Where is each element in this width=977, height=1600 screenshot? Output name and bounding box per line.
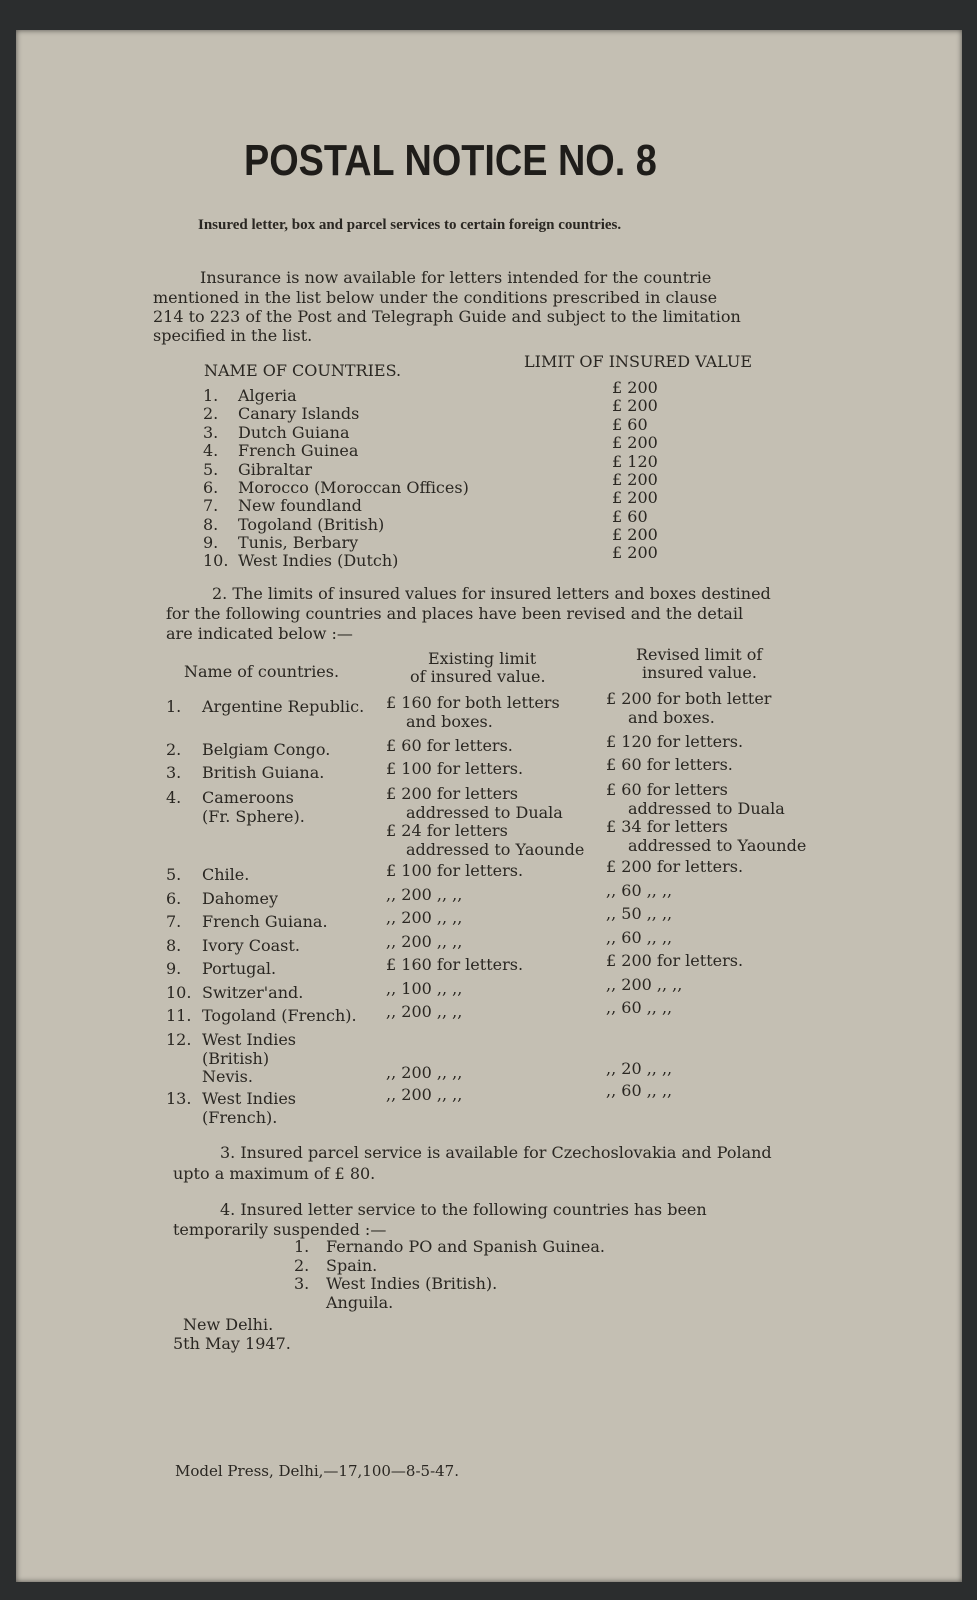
notice-subtitle: Insured letter, box and parcel services to certain foreign countries. <box>198 217 622 233</box>
table-row-country: Dahomey <box>202 889 278 908</box>
list-item-country: Dutch Guiana <box>238 423 350 442</box>
list-item-country: Morocco (Moroccan Offices) <box>238 478 469 497</box>
list-item-number: 2. <box>203 404 219 423</box>
table-row-country: Belgiam Congo. <box>202 740 331 759</box>
table-row-country: West Indies <box>202 1030 296 1049</box>
para3-line: upto a maximum of £ 80. <box>173 1164 376 1183</box>
list-item-number: 5. <box>203 460 219 479</box>
table-row-existing-limit: £ 160 for both letters <box>386 693 560 712</box>
list-item-number: 9. <box>203 533 219 552</box>
table-row-country: French Guiana. <box>202 912 328 931</box>
table-row-revised-limit: ,, 20 ,, ,, <box>606 1059 673 1078</box>
list-item-country: Togoland (British) <box>238 515 385 534</box>
list-item-country: Algeria <box>238 386 297 405</box>
table-row-revised-limit: and boxes. <box>628 707 715 727</box>
list-item-number: 7. <box>203 496 219 515</box>
table-row-number: 11. <box>166 1006 192 1025</box>
list-item-number: 6. <box>203 478 219 497</box>
table-row-existing-limit: ,, 200 ,, ,, <box>386 1063 463 1082</box>
suspended-item-country: Anguila. <box>326 1293 394 1312</box>
para4-line: 4. Insured letter service to the following countries has been <box>220 1200 707 1219</box>
table2-header-existing: Existing limit <box>428 649 537 668</box>
list-item-limit: £ 200 <box>612 396 658 415</box>
table-row-revised-limit: ,, 200 ,, ,, <box>606 975 683 994</box>
list-item-limit: £ 200 <box>612 433 658 452</box>
table-row-number: 4. <box>166 788 182 807</box>
table-row-existing-limit: £ 24 for letters <box>386 821 508 840</box>
suspended-item-country: Fernando PO and Spanish Guinea. <box>326 1237 605 1256</box>
list-item-number: 4. <box>203 441 219 460</box>
suspended-item-number: 1. <box>294 1237 310 1256</box>
list-item-number: 1. <box>203 386 219 405</box>
table-row-revised-limit: ,, 60 ,, ,, <box>606 928 673 947</box>
table-row-existing-limit: £ 100 for letters. <box>386 861 524 880</box>
para4-line: temporarily suspended :— <box>173 1220 387 1239</box>
list-item-limit: £ 60 <box>612 507 648 526</box>
list-item-limit: £ 200 <box>612 378 658 397</box>
table-row-existing-limit: ,, 200 ,, ,, <box>386 932 463 951</box>
list1-header-name: NAME OF COUNTRIES. <box>204 361 402 380</box>
table-row-existing-limit: ,, 200 ,, ,, <box>386 908 463 927</box>
list-item-limit: £ 60 <box>612 415 648 434</box>
table-row-country: British Guiana. <box>202 763 325 782</box>
intro-line: 214 to 223 of the Post and Telegraph Guide and subject to the limitation <box>153 307 741 326</box>
intro-line: mentioned in the list below under the conditions prescribed in clause <box>153 288 718 307</box>
para2-line: for the following countries and places have been revised and the detail <box>166 604 744 623</box>
table-row-number: 13. <box>166 1089 192 1108</box>
list-item-limit: £ 200 <box>612 470 658 489</box>
table-row-number: 2. <box>166 740 182 759</box>
list-item-country: Gibraltar <box>238 460 313 479</box>
table-row-revised-limit: addressed to Duala <box>628 798 785 818</box>
list-item-limit: £ 200 <box>612 525 658 544</box>
table-row-revised-limit: ,, 50 ,, ,, <box>606 904 673 923</box>
table-row-existing-limit: £ 160 for letters. <box>386 955 524 974</box>
list-item-number: 3. <box>203 423 219 442</box>
list-item-country: Canary Islands <box>238 404 360 423</box>
printer-footer: Model Press, Delhi,—17,100—8-5-47. <box>175 1462 459 1480</box>
list-item-country: French Guinea <box>238 441 359 460</box>
table-row-country: Ivory Coast. <box>202 936 300 955</box>
table-row-existing-limit: ,, 200 ,, ,, <box>386 885 463 904</box>
notice-title: POSTAL NOTICE NO. 8 <box>244 136 657 185</box>
list-item-limit: £ 200 <box>612 543 658 562</box>
suspended-item-number: 3. <box>294 1274 310 1293</box>
table-row-country: (Fr. Sphere). <box>202 806 305 826</box>
list-item-limit: £ 120 <box>612 452 658 471</box>
table-row-number: 10. <box>166 983 192 1002</box>
table-row-revised-limit: £ 200 for letters. <box>606 857 744 876</box>
table-row-existing-limit: £ 100 for letters. <box>386 759 524 778</box>
place: New Delhi. <box>183 1315 274 1334</box>
table-row-country: West Indies <box>202 1089 296 1108</box>
para3-line: 3. Insured parcel service is available for Czechoslovakia and Poland <box>220 1143 772 1162</box>
table-row-existing-limit: addressed to Yaounde <box>406 839 585 859</box>
table-row-existing-limit: addressed to Duala <box>406 802 563 822</box>
table-row-number: 9. <box>166 959 182 978</box>
table-row-existing-limit: ,, 100 ,, ,, <box>386 979 463 998</box>
intro-line: specified in the list. <box>153 326 313 345</box>
table-row-country: (French). <box>202 1107 278 1127</box>
table-row-number: 5. <box>166 865 182 884</box>
list-item-limit: £ 200 <box>612 488 658 507</box>
table-row-country: Cameroons <box>202 788 294 807</box>
list-item-country: New foundland <box>238 496 362 515</box>
list-item-number: 10. <box>203 551 229 570</box>
table-row-country: Chile. <box>202 865 250 884</box>
table2-header-name: Name of countries. <box>184 662 340 681</box>
list-item-country: West Indies (Dutch) <box>238 551 399 570</box>
table-row-number: 7. <box>166 912 182 931</box>
para2-line: are indicated below :— <box>166 624 353 643</box>
table-row-revised-limit: £ 60 for letters <box>606 780 728 799</box>
table2-header-revised: Revised limit of <box>636 645 763 664</box>
table-row-number: 12. <box>166 1030 192 1049</box>
table-row-number: 8. <box>166 936 182 955</box>
table-row-number: 3. <box>166 763 182 782</box>
table-row-revised-limit: £ 200 for letters. <box>606 951 744 970</box>
list1-header-limit: LIMIT OF INSURED VALUE <box>524 352 753 371</box>
table-row-country: Nevis. <box>202 1067 253 1086</box>
table-row-revised-limit: addressed to Yaounde <box>628 835 807 855</box>
table-row-revised-limit: £ 34 for letters <box>606 817 728 836</box>
table-row-revised-limit: £ 200 for both letter <box>606 689 772 708</box>
table-row-revised-limit: ,, 60 ,, ,, <box>606 1081 673 1100</box>
suspended-item-number: 2. <box>294 1256 310 1275</box>
table-row-country: Switzer'and. <box>202 983 304 1002</box>
suspended-item-country: Spain. <box>326 1256 378 1275</box>
date: 5th May 1947. <box>173 1334 291 1353</box>
intro-line: Insurance is now available for letters intended for the countrie <box>200 268 712 287</box>
table-row-existing-limit: ,, 200 ,, ,, <box>386 1085 463 1104</box>
list-item-number: 8. <box>203 515 219 534</box>
table-row-country: (British) <box>202 1048 270 1068</box>
list-item-country: Tunis, Berbary <box>238 533 359 552</box>
table-row-revised-limit: ,, 60 ,, ,, <box>606 998 673 1017</box>
table-row-number: 6. <box>166 889 182 908</box>
table-row-existing-limit: £ 200 for letters <box>386 784 518 803</box>
table-row-revised-limit: £ 120 for letters. <box>606 732 744 751</box>
table-row-existing-limit: £ 60 for letters. <box>386 736 513 755</box>
table-row-existing-limit: ,, 200 ,, ,, <box>386 1002 463 1021</box>
table-row-number: 1. <box>166 697 182 716</box>
table-row-country: Argentine Republic. <box>202 697 365 716</box>
table-row-existing-limit: and boxes. <box>406 711 493 731</box>
table2-header-revised: insured value. <box>642 663 757 682</box>
suspended-item-country: West Indies (British). <box>326 1274 498 1293</box>
table-row-revised-limit: £ 60 for letters. <box>606 755 733 774</box>
table2-header-existing: of insured value. <box>410 667 546 686</box>
para2-line: 2. The limits of insured values for insured letters and boxes destined <box>212 584 771 603</box>
table-row-country: Portugal. <box>202 959 277 978</box>
table-row-country: Togoland (French). <box>202 1006 357 1025</box>
table-row-revised-limit: ,, 60 ,, ,, <box>606 881 673 900</box>
